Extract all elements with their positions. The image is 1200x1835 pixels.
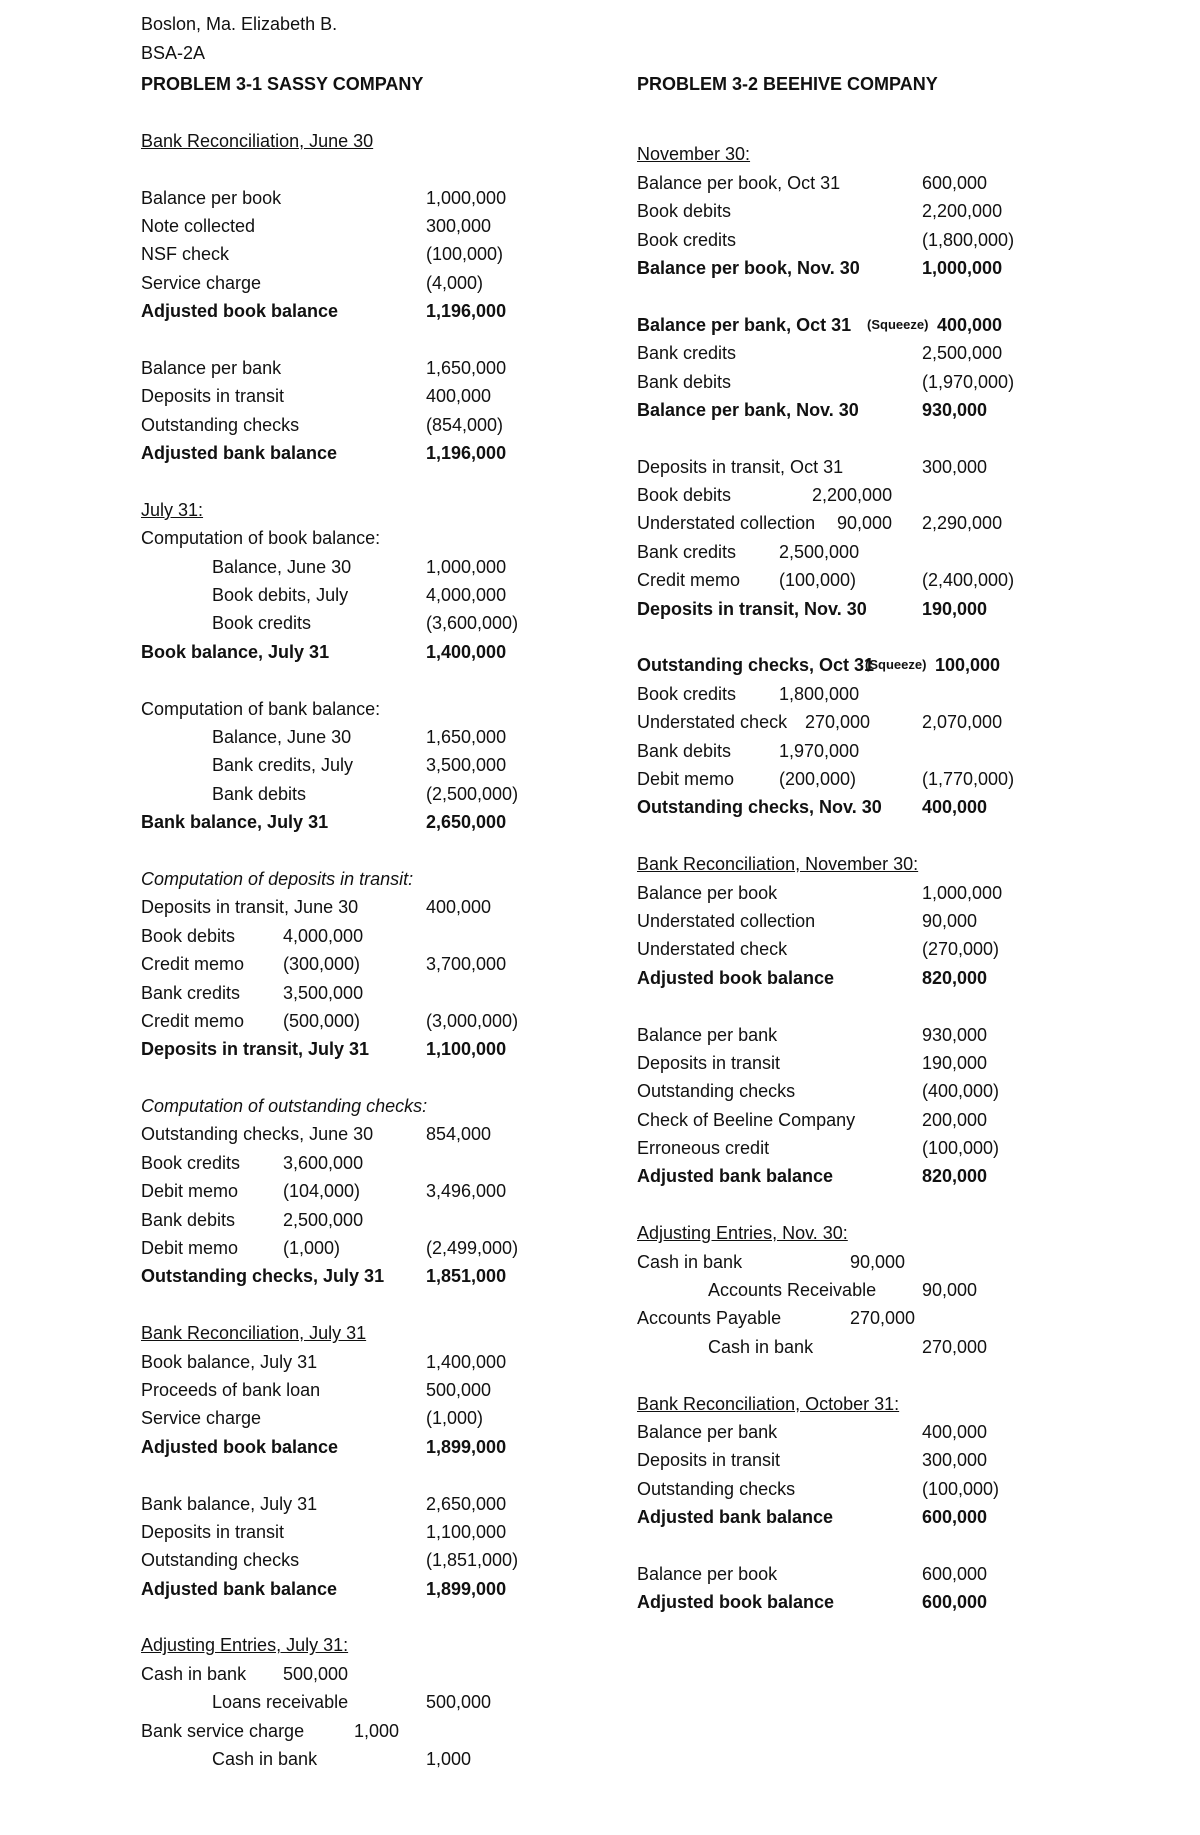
ledger-row: Deposits in transit 400,000: [141, 386, 492, 407]
october-reconciliation-heading: Bank Reconciliation, October 31:: [637, 1393, 900, 1414]
ledger-row: Book debits 2,200,000: [637, 201, 1003, 222]
ledger-row: Check of Beeline Company 200,000: [637, 1109, 988, 1130]
ledger-row: Bank credits 2,500,000: [637, 541, 860, 562]
ledger-row: Book debits, July 4,000,000: [212, 585, 507, 606]
bank-squeeze-row: Balance per bank, Oct 31 (Squeeze) 400,000: [637, 314, 1003, 335]
ledger-row: Bank credits 2,500,000: [637, 343, 1003, 364]
ledger-row: Understated check 270,000 2,070,000: [637, 712, 1003, 733]
journal-row: Bank service charge 1,000: [141, 1720, 400, 1741]
student-header: [141, 10, 337, 68]
journal-row: Accounts Payable 270,000: [637, 1308, 916, 1329]
ledger-row: Debit memo (200,000) (1,770,000): [637, 768, 1015, 789]
ledger-row: Bank debits (1,970,000): [637, 371, 1015, 392]
july-adjusting-entries-heading: Adjusting Entries, July 31:: [141, 1635, 349, 1656]
total-row: Adjusted book balance 600,000: [637, 1592, 988, 1613]
journal-row: Cash in bank 500,000: [141, 1663, 349, 1684]
ledger-row: Outstanding checks (400,000): [637, 1081, 1000, 1102]
ledger-row: Credit memo (500,000) (3,000,000): [141, 1010, 519, 1031]
ledger-row: Deposits in transit 1,100,000: [141, 1521, 507, 1542]
ledger-row: Book credits 3,600,000: [141, 1152, 364, 1173]
ledger-row: Balance per bank 1,650,000: [141, 357, 507, 378]
journal-row: Cash in bank 1,000: [212, 1749, 472, 1770]
ledger-row: Book credits (1,800,000): [637, 229, 1015, 250]
july-reconciliation-heading: Bank Reconciliation, July 31: [141, 1323, 367, 1344]
total-row: Adjusted bank balance 1,196,000: [141, 443, 507, 464]
ledger-row: Book credits 1,800,000: [637, 683, 860, 704]
total-row: Adjusted bank balance 1,899,000: [141, 1578, 507, 1599]
ledger-row: Bank credits, July 3,500,000: [212, 755, 507, 776]
ledger-row: Bank debits 2,500,000: [141, 1209, 364, 1230]
ledger-row: Book credits (3,600,000): [212, 613, 519, 634]
ledger-row: NSF check (100,000): [141, 244, 504, 265]
ledger-row: Credit memo (300,000) 3,700,000: [141, 954, 507, 975]
ledger-row: Balance per bank 930,000: [637, 1024, 988, 1045]
ledger-row: Erroneous credit (100,000): [637, 1138, 1000, 1159]
bank-computation-heading: Computation of bank balance:: [141, 698, 381, 719]
student-name: Boslon, Ma. Elizabeth B.: [141, 14, 338, 34]
november-reconciliation-heading: Bank Reconciliation, November 30:: [637, 854, 919, 875]
ledger-row: Book debits 2,200,000: [637, 485, 893, 506]
ledger-row: Debit memo (1,000) (2,499,000): [141, 1238, 519, 1259]
problem-3-2-title: PROBLEM 3-2 BEEHIVE COMPANY: [637, 74, 938, 94]
ledger-row: Book balance, July 31 1,400,000: [141, 1351, 507, 1372]
problem-3-2-column: [637, 70, 1077, 1617]
ledger-row: Service charge (4,000): [141, 272, 484, 293]
november-heading: November 30:: [637, 144, 751, 165]
problem-3-1-title: PROBLEM 3-1 SASSY COMPANY: [141, 74, 424, 94]
ledger-row: Proceeds of bank loan 500,000: [141, 1379, 492, 1400]
total-row: Book balance, July 31 1,400,000: [141, 641, 507, 662]
ledger-row: Deposits in transit, June 30 400,000: [141, 897, 492, 918]
ledger-row: Understated check (270,000): [637, 939, 1000, 960]
ledger-row: Deposits in transit, Oct 31 300,000: [637, 456, 988, 477]
total-row: Balance per bank, Nov. 30 930,000: [637, 399, 988, 420]
ledger-row: Balance per book 1,000,000: [637, 882, 1003, 903]
journal-row: Loans receivable 500,000: [212, 1692, 492, 1713]
journal-row: Accounts Receivable 90,000: [708, 1280, 978, 1301]
total-row: Adjusted book balance 820,000: [637, 967, 988, 988]
ledger-row: Balance per book 1,000,000: [141, 187, 507, 208]
ledger-row: Understated collection 90,000 2,290,000: [637, 513, 1003, 534]
journal-row: Cash in bank 270,000: [708, 1336, 988, 1357]
ledger-row: Outstanding checks (100,000): [637, 1478, 1000, 1499]
november-adjusting-entries-heading: Adjusting Entries, Nov. 30:: [637, 1223, 848, 1244]
june-reconciliation-heading: Bank Reconciliation, June 30: [141, 130, 374, 151]
ledger-row: Deposits in transit 190,000: [637, 1052, 988, 1073]
problem-3-1-column: [141, 70, 581, 1773]
ledger-row: Service charge (1,000): [141, 1408, 484, 1429]
total-row: Outstanding checks, Nov. 30 400,000: [637, 797, 988, 818]
deposits-in-transit-heading: Computation of deposits in transit:: [141, 868, 414, 889]
ledger-row: Debit memo (104,000) 3,496,000: [141, 1181, 507, 1202]
ledger-row: Bank debits (2,500,000): [212, 783, 519, 804]
total-row: Deposits in transit, July 31 1,100,000: [141, 1039, 507, 1060]
total-row: Adjusted book balance 1,899,000: [141, 1436, 507, 1457]
ledger-row: Outstanding checks (1,851,000): [141, 1550, 519, 1571]
ledger-row: Outstanding checks (854,000): [141, 414, 504, 435]
outstanding-checks-heading: Computation of outstanding checks:: [141, 1096, 428, 1117]
ledger-row: Bank credits 3,500,000: [141, 982, 364, 1003]
ledger-row: Bank balance, July 31 2,650,000: [141, 1493, 507, 1514]
ledger-row: Balance, June 30 1,650,000: [212, 726, 507, 747]
ledger-row: Note collected 300,000: [141, 215, 492, 236]
july-heading: July 31:: [141, 499, 204, 520]
ledger-row: Outstanding checks, June 30 854,000: [141, 1124, 492, 1145]
total-row: Bank balance, July 31 2,650,000: [141, 812, 507, 833]
ledger-row: Balance per book 600,000: [637, 1563, 988, 1584]
ledger-row: Balance, June 30 1,000,000: [212, 556, 507, 577]
book-computation-heading: Computation of book balance:: [141, 528, 381, 549]
total-row: Outstanding checks, July 31 1,851,000: [141, 1266, 507, 1287]
journal-row: Cash in bank 90,000: [637, 1251, 906, 1272]
total-row: Deposits in transit, Nov. 30 190,000: [637, 598, 988, 619]
total-row: Balance per book, Nov. 30 1,000,000: [637, 257, 1003, 278]
total-row: Adjusted bank balance 820,000: [637, 1166, 988, 1187]
ledger-row: Book debits 4,000,000: [141, 925, 364, 946]
ledger-row: Balance per bank 400,000: [637, 1421, 988, 1442]
total-row: Adjusted bank balance 600,000: [637, 1507, 988, 1528]
outstanding-squeeze-row: Outstanding checks, Oct 31 (Squeeze) 100,000: [637, 655, 1001, 676]
ledger-row: Understated collection 90,000: [637, 910, 978, 931]
ledger-row: Credit memo (100,000) (2,400,000): [637, 570, 1015, 591]
total-row: Adjusted book balance 1,196,000: [141, 301, 507, 322]
ledger-row: Deposits in transit 300,000: [637, 1450, 988, 1471]
ledger-row: Bank debits 1,970,000: [637, 740, 860, 761]
ledger-row: Balance per book, Oct 31 600,000: [637, 172, 988, 193]
student-section: BSA-2A: [141, 43, 206, 63]
